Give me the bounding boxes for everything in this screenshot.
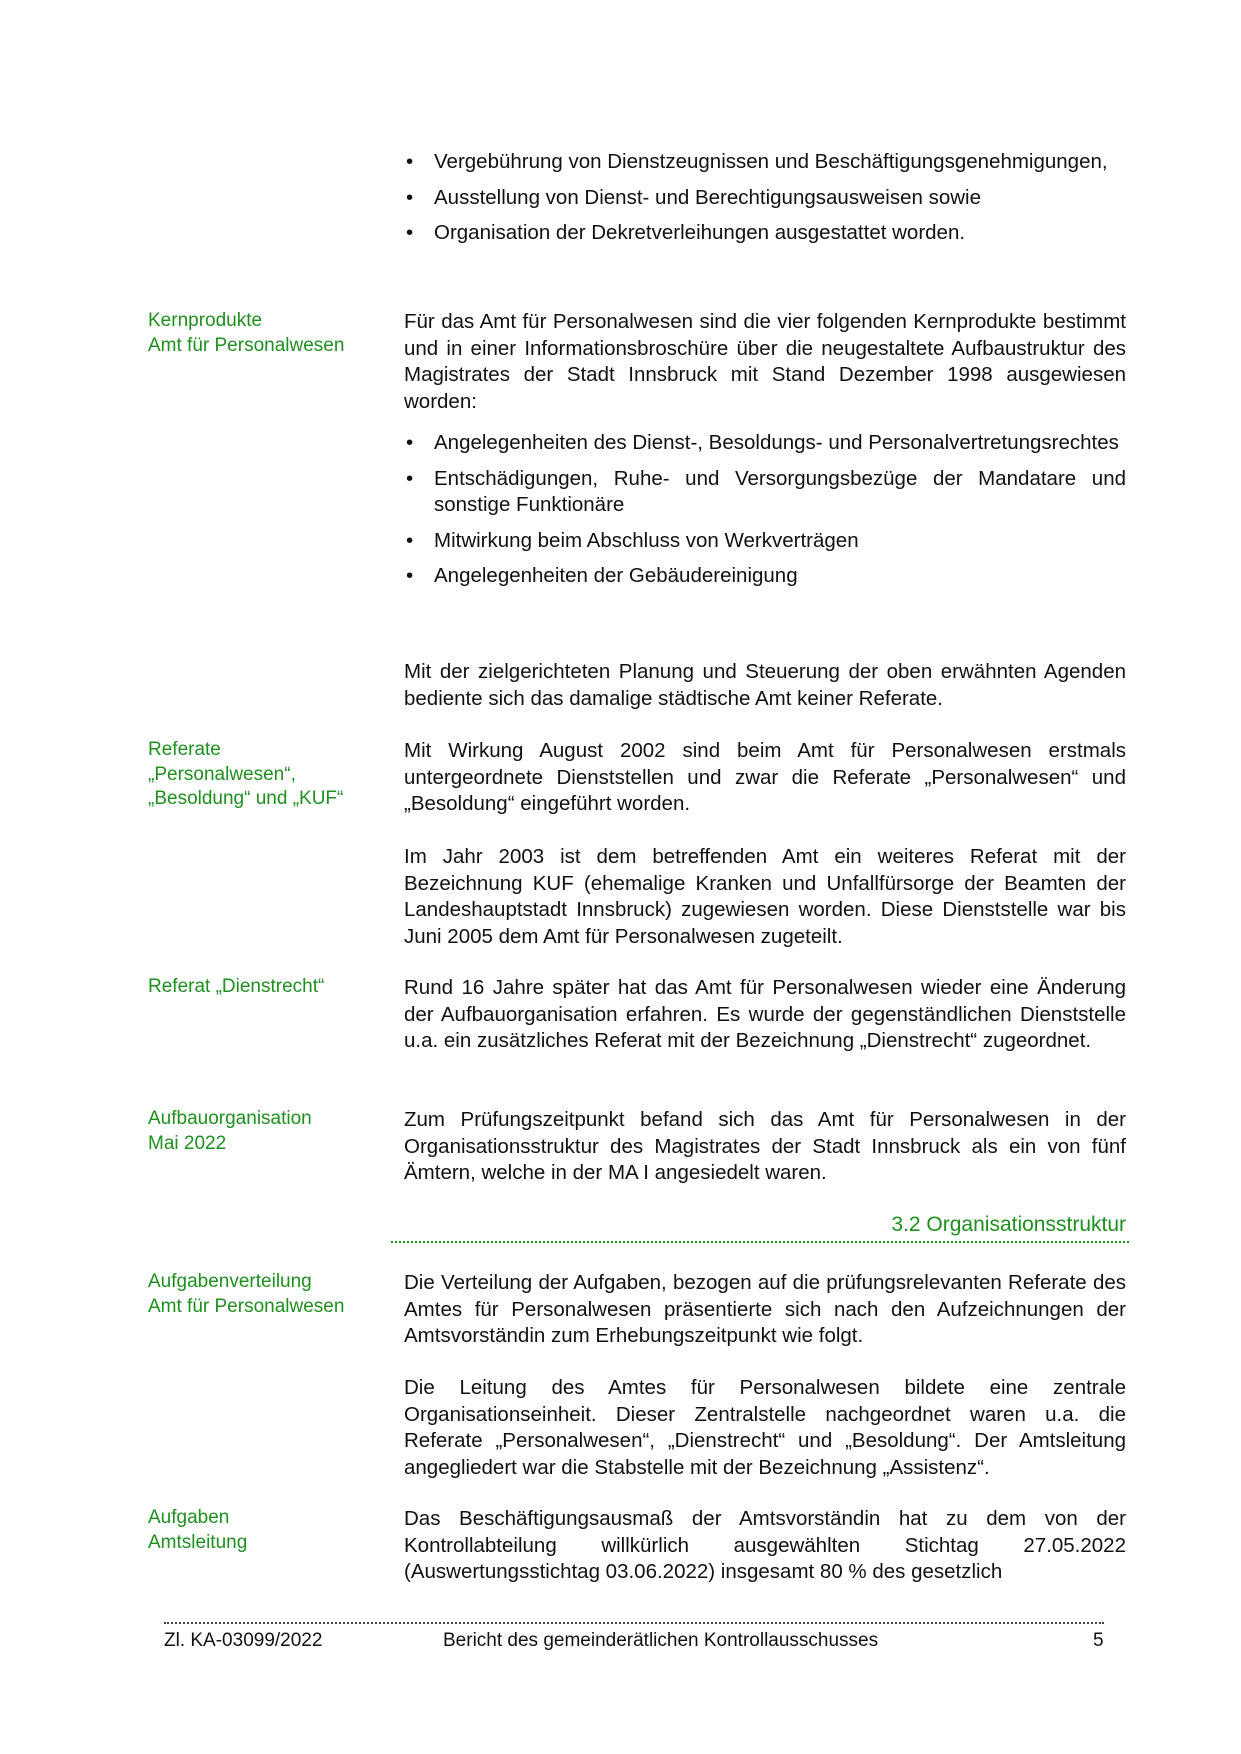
margin-line: Amt für Personalwesen bbox=[148, 1295, 345, 1317]
margin-line: Amt für Personalwesen bbox=[148, 334, 345, 356]
margin-line: Aufgaben bbox=[148, 1507, 230, 1528]
paragraph: Die Verteilung der Aufgaben, bezogen auf die prüfungsrelevanten Referate des Amtes für Personalwesen präsentierte sich nach den Aufzeichnungen der Amtsvorständin zum Erhebungszeitpunkt wie folgt. bbox=[404, 1271, 1126, 1347]
margin-line: Aufgabenverteilung bbox=[148, 1271, 312, 1292]
margin-note bbox=[148, 1107, 378, 1156]
margin-line: Kernprodukte bbox=[148, 310, 263, 331]
margin-line: Referate bbox=[148, 739, 221, 760]
margin-line: Referat „Dienstrecht“ bbox=[148, 976, 325, 997]
footer-title: Bericht des gemeinderätlichen Kontrollausschusses bbox=[443, 1630, 879, 1651]
margin-note bbox=[148, 1270, 378, 1319]
margin-note bbox=[148, 738, 378, 812]
paragraph: Rund 16 Jahre später hat das Amt für Personalwesen wieder eine Änderung der Aufbauorganisation erfahren. Es wurde der gegenständlichen Dienststelle u.a. ein zusätzliches Referat mit der Bezeichnung „Dienstrecht“ zugeordnet. bbox=[404, 976, 1126, 1052]
margin-line: Mai 2022 bbox=[148, 1132, 227, 1154]
footer-reference: Zl. KA-03099/2022 bbox=[164, 1630, 323, 1651]
margin-line: „Personalwesen“, bbox=[148, 763, 296, 785]
margin-note bbox=[148, 975, 378, 1000]
list-item: • Angelegenheiten der Gebäudereinigung bbox=[404, 563, 1126, 590]
bullet-list-tasks bbox=[404, 149, 1126, 256]
margin-note bbox=[148, 309, 378, 358]
paragraph: Für das Amt für Personalwesen sind die vier folgenden Kernprodukte bestimmt und in einer Informationsbroschüre über die neugestaltete Aufbaustruktur des Magistrates der Stadt Innsbruck mit Stand Dezember 1998 ausgewiesen worden: bbox=[404, 310, 1126, 413]
list-item: • Mitwirkung beim Abschluss von Werkverträgen bbox=[404, 528, 1126, 555]
paragraph: Im Jahr 2003 ist dem betreffenden Amt ein weiteres Referat mit der Bezeichnung KUF (ehemalige Kranken und Unfallfürsorge der Beamten der Landeshauptstadt Innsbruck) zugewiesen worden. Diese Dienststelle war bis Juni 2005 dem Amt für Personalwesen zugeteilt. bbox=[404, 845, 1126, 948]
paragraph: Mit der zielgerichteten Planung und Steuerung der oben erwähnten Agenden bediente sich das damalige städtische Amt keiner Referate. bbox=[404, 660, 1126, 710]
list-item: • Vergebührung von Dienstzeugnissen und Beschäftigungsgenehmigungen, bbox=[404, 149, 1126, 176]
paragraph: Zum Prüfungszeitpunkt befand sich das Amt für Personalwesen in der Organisationsstruktur des Magistrates der Stadt Innsbruck als ein von fünf Ämtern, welche in der MA I angesiedelt waren. bbox=[404, 1108, 1126, 1184]
bullet-list-kernprodukte bbox=[404, 430, 1126, 599]
footer-divider bbox=[164, 1622, 1104, 1624]
margin-note bbox=[148, 1506, 378, 1555]
margin-line: Amtsleitung bbox=[148, 1531, 248, 1553]
page-number: 5 bbox=[1093, 1630, 1104, 1651]
heading-divider bbox=[391, 1241, 1129, 1243]
list-item: • Angelegenheiten des Dienst-, Besoldungs- und Personalvertretungsrechtes bbox=[404, 430, 1126, 457]
list-item: • Organisation der Dekretverleihungen ausgestattet worden. bbox=[404, 220, 1126, 247]
section-heading: 3.2 Organisationsstruktur bbox=[891, 1213, 1126, 1236]
paragraph: Die Leitung des Amtes für Personalwesen bildete eine zentrale Organisationseinheit. Dieser Zentralstelle nachgeordnet waren u.a. die Referate „Personalwesen“, „Dienstrecht“ und „Besoldung“. Der Amtsleitung angegliedert war die Stabstelle mit der Bezeichnung „Assistenz“. bbox=[404, 1376, 1126, 1479]
margin-line: „Besoldung“ und „KUF“ bbox=[148, 788, 344, 809]
margin-line: Aufbauorganisation bbox=[148, 1108, 312, 1129]
paragraph: Mit Wirkung August 2002 sind beim Amt für Personalwesen erstmals untergeordnete Dienststellen und zwar die Referate „Personalwesen“ und „Besoldung“ eingeführt worden. bbox=[404, 739, 1126, 815]
list-item: • Entschädigungen, Ruhe- und Versorgungsbezüge der Mandatare und sonstige Funktionäre bbox=[404, 466, 1126, 519]
list-item: • Ausstellung von Dienst- und Berechtigungsausweisen sowie bbox=[404, 185, 1126, 212]
paragraph: Das Beschäftigungsausmaß der Amtsvorständin hat zu dem von der Kontrollabteilung willkürlich ausgewählten Stichtag 27.05.2022 (Auswertungsstichtag 03.06.2022) insgesamt 80 % des gesetzlich bbox=[404, 1507, 1126, 1583]
